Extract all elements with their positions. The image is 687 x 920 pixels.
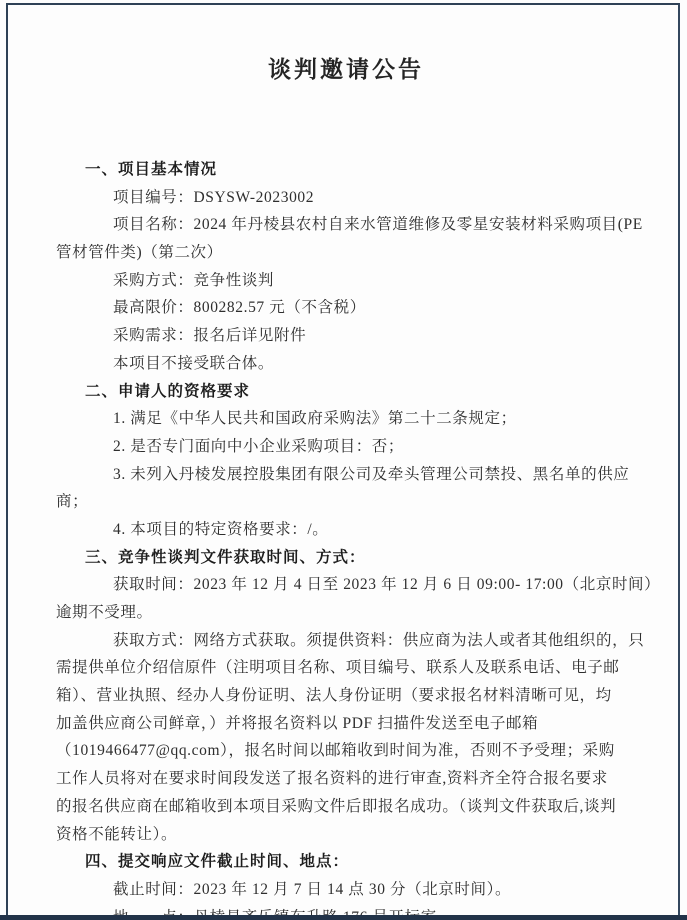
document-body (56, 156, 661, 920)
document-title: 谈判邀请公告 (268, 57, 424, 82)
text-line: 4. 本项目的特定资格要求：/。 (113, 520, 329, 538)
section-heading: 三、竞争性谈判文件获取时间、方式： (85, 548, 366, 566)
text-line: 最高限价：800282.57 元（不含税） (113, 299, 366, 317)
text-line: 的报名供应商在邮箱收到本项目采购文件后即报名成功。（谈判文件获取后,谈判 (56, 797, 617, 815)
text-line: （1019466477@qq.com），报名时间以邮箱收到时间为准，否则不予受理；采购 (56, 742, 615, 760)
text-line: 采购方式：竞争性谈判 (113, 271, 275, 289)
text-line: 采购需求：报名后详见附件 (113, 327, 307, 345)
scan-bottom-edge (0, 915, 687, 920)
text-line: 需提供单位介绍信原件（注明项目名称、项目编号、联系人及联系电话、电子邮 (56, 659, 620, 677)
text-line: 工作人员将对在要求时间段发送了报名资料的进行审查,资料齐全符合报名要求 (56, 770, 608, 788)
text-line: 资格不能转让）。 (56, 825, 178, 843)
text-line: 项目名称：2024 年丹棱县农村自来水管道维修及零星安装材料采购项目(PE (113, 216, 643, 234)
section-heading: 二、申请人的资格要求 (85, 382, 251, 400)
text-line: 截止时间：2023 年 12 月 7 日 14 点 30 分（北京时间）。 (113, 880, 512, 898)
text-line: 箱）、营业执照、经办人身份证明、法人身份证明（要求报名材料清晰可见，均 (56, 687, 612, 705)
text-line: 2. 是否专门面向中小企业采购项目：否； (113, 437, 405, 455)
text-line: 本项目不接受联合体。 (113, 354, 275, 372)
text-line: 商； (56, 493, 89, 511)
text-line: 1. 满足《中华人民共和国政府采购法》第二十二条规定； (113, 410, 517, 428)
text-line: 加盖供应商公司鲜章，）并将报名资料以 PDF 扫描件发送至电子邮箱 (56, 714, 539, 732)
section-heading: 四、提交响应文件截止时间、地点： (85, 853, 350, 871)
section-heading: 一、项目基本情况 (85, 161, 218, 178)
text-line: 逾期不受理。 (56, 604, 153, 621)
text-line: 获取方式：网络方式获取。须提供资料：供应商为法人或者其他组织的，只 (113, 631, 645, 649)
text-line: 获取时间：2023 年 12 月 4 日至 2023 年 12 月 6 日 09:00- 17:00（北京时间） (113, 576, 661, 594)
text-line: 3. 未列入丹棱发展控股集团有限公司及牵头管理公司禁投、黑名单的供应 (113, 465, 630, 483)
document-content (56, 0, 661, 920)
text-line: 项目编号：DSYSW-2023002 (113, 188, 315, 206)
text-line: 管材管件类)（第二次） (56, 244, 223, 262)
